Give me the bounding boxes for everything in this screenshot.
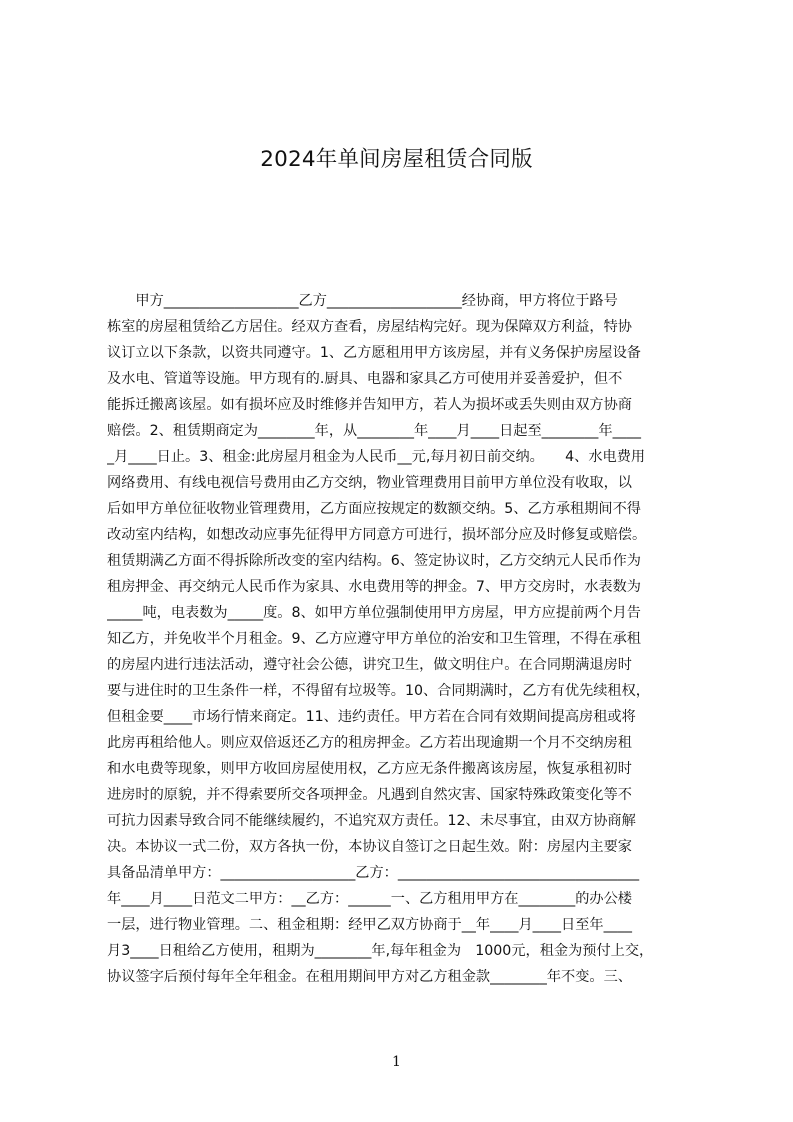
body-line: 栋室的房屋租赁给乙方居住。经双方查看，房屋结构完好。现为保障双方利益，特协 — [107, 319, 632, 335]
body-line: _____吨，电表数为_____度。8、如甲方单位强制使用甲方房屋，甲方应提前两个月告 — [107, 605, 641, 621]
body-line: 的房屋内进行违法活动，遵守社会公德，讲究卫生，做文明住户。在合同期满退房时 — [107, 657, 632, 673]
body-line: 及水电、管道等设施。甲方现有的.厨具、电器和家具乙方可使用并妥善爱护，但不 — [107, 371, 623, 387]
body-line: 和水电费等现象，则甲方收回房屋使用权，乙方应无条件搬离该房屋，恢复承租初时 — [107, 761, 632, 777]
page-number: 1 — [392, 1054, 401, 1070]
body-line: 赔偿。2、租赁期商定为________年，从________年____月____日起至________年____ — [107, 423, 641, 439]
body-line: 具备品清单甲方：___________________乙方：__________________________________ — [107, 865, 640, 881]
document-title: 2024年单间房屋租赁合同版 — [260, 147, 533, 172]
body-line: 后如甲方单位征收物业管理费用，乙方面应按规定的数额交纳。5、乙方承租期间不得 — [107, 501, 641, 517]
body-line: 议订立以下条款，以资共同遵守。1、乙方愿租用甲方该房屋，并有义务保护房屋设备 — [107, 345, 641, 361]
body-line: 一层，进行物业管理。二、租金租期：经甲乙双方协商于__年____月____日至年____ — [107, 917, 632, 933]
body-line: 可抗力因素导致合同不能继续履约，不追究双方责任。12、未尽事宜，由双方协商解 — [107, 813, 636, 829]
body-line: 年____月____日范文二甲方：__乙方：______一、乙方租用甲方在________的办公楼 — [107, 891, 632, 907]
body-line: 租赁期满乙方面不得拆除所改变的室内结构。6、签定协议时，乙方交纳元人民币作为 — [107, 553, 641, 569]
body-line: 但租金要____市场行情来商定。11、违约责任。甲方若在合同有效期间提高房租或将 — [107, 709, 636, 725]
body-line: 此房再租给他人。则应双倍返还乙方的租房押金。乙方若出现逾期一个月不交纳房租 — [107, 735, 632, 751]
body-line: 月3____日租给乙方使用，租期为________年,每年租金为 1000元，租金为预付上交， — [107, 943, 654, 959]
body-line: 要与进住时的卫生条件一样，不得留有垃圾等。10、合同期满时，乙方有优先续租权， — [107, 683, 650, 699]
body-line: 能拆迁搬离该屋。如有损坏应及时维修并告知甲方，若人为损坏或丢失则由双方协商 — [107, 397, 632, 413]
body-line: 租房押金、再交纳元人民币作为家具、水电费用等的押金。7、甲方交房时，水表数为 — [107, 579, 641, 595]
body-line: 改动室内结构，如想改动应事先征得甲方同意方可进行，损坏部分应及时修复或赔偿。 — [107, 527, 647, 543]
body-line: _月____日止。3、租金:此房屋月租金为人民币__元,每月初日前交纳。 4、水电费用 — [107, 449, 646, 465]
body-line: 进房时的原貌，并不得索要所交各项押金。凡遇到自然灾害、国家特殊政策变化等不 — [107, 787, 632, 803]
body-line: 决。本协议一式二份，双方各执一份，本协议自签订之日起生效。附：房屋内主要家 — [107, 839, 632, 855]
body-line: 甲方___________________乙方___________________经协商，甲方将位于路号 — [107, 293, 618, 309]
body-line: 协议签字后预付每年全年租金。在租用期间甲方对乙方租金款________年不变。三、 — [107, 969, 632, 985]
body-line: 网络费用、有线电视信号费用由乙方交纳，物业管理费用目前甲方单位没有收取，以 — [107, 475, 632, 491]
body-line: 知乙方，并免收半个月租金。9、乙方应遵守甲方单位的治安和卫生管理，不得在承租 — [107, 631, 641, 647]
